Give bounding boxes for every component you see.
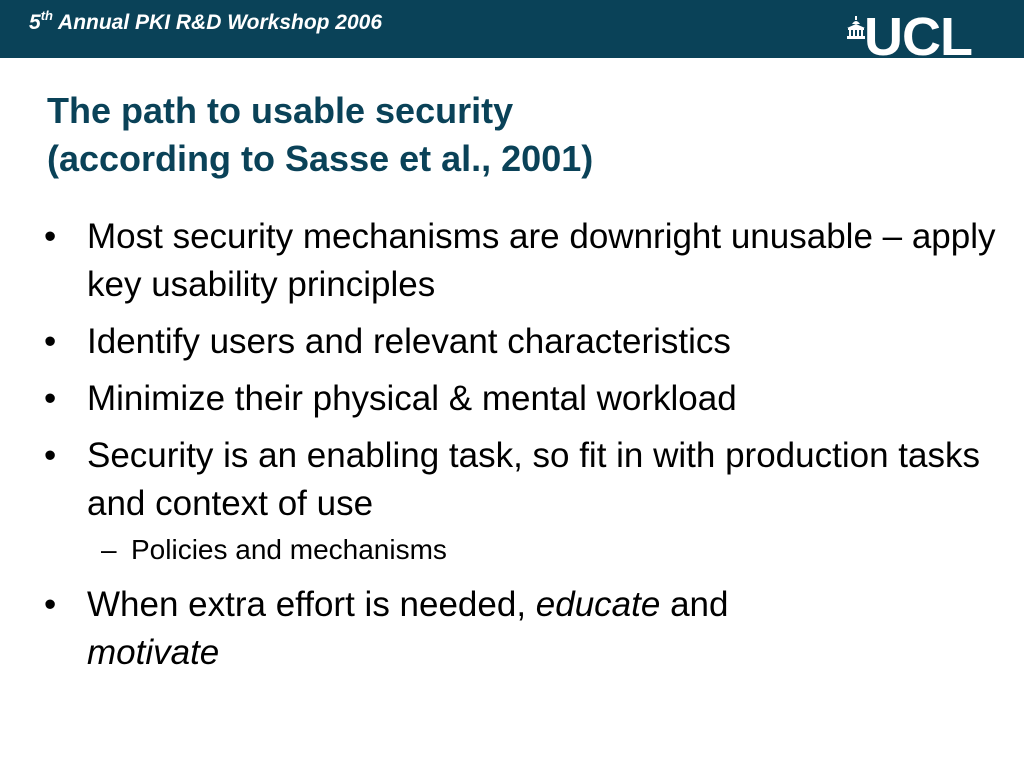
bullet-text: Security is an enabling task, so fit in with production tasks and context of use [87,436,980,523]
bullet-item [0,318,1024,366]
workshop-name: Annual PKI R&D Workshop 2006 [52,11,383,34]
bullet-marker: • [44,322,57,361]
emphasis-motivate: motivate [87,633,220,672]
ucl-logo [845,7,995,67]
bullet-text: Identify users and relevant characteristics [87,322,731,361]
sub-bullet-text: Policies and mechanisms [131,534,447,565]
bullet-list [0,213,1024,686]
bullet-text: Minimize their physical & mental workload [87,379,737,418]
bullet-marker: • [44,379,57,418]
logo-text: UCL [864,7,972,67]
slide-title-line-2: (according to Sasse et al., 2001) [47,138,594,179]
sub-bullet-marker: – [101,534,117,565]
bullet-item [0,375,1024,423]
slide-title-line-1: The path to usable security [47,90,514,131]
emphasis-educate: educate [535,585,661,624]
slide-title [47,87,593,183]
bullet-text: Most security mechanisms are downright unusable – apply key usability principles [87,217,996,304]
bullet-text [87,585,728,672]
workshop-ordinal: th [40,8,53,23]
workshop-title [29,10,382,36]
bullet-text-start: When extra effort is needed, [87,585,536,624]
bullet-item [0,213,1024,309]
bullet-marker: • [44,436,57,475]
sub-bullet-item [0,532,1024,568]
bullet-marker: • [44,217,57,256]
bullet-text-middle: and [660,585,729,624]
bullet-item [0,432,1024,528]
bullet-item [0,581,1024,677]
header-bar [0,0,1024,67]
workshop-number: 5 [29,11,41,34]
bullet-marker: • [44,585,57,624]
